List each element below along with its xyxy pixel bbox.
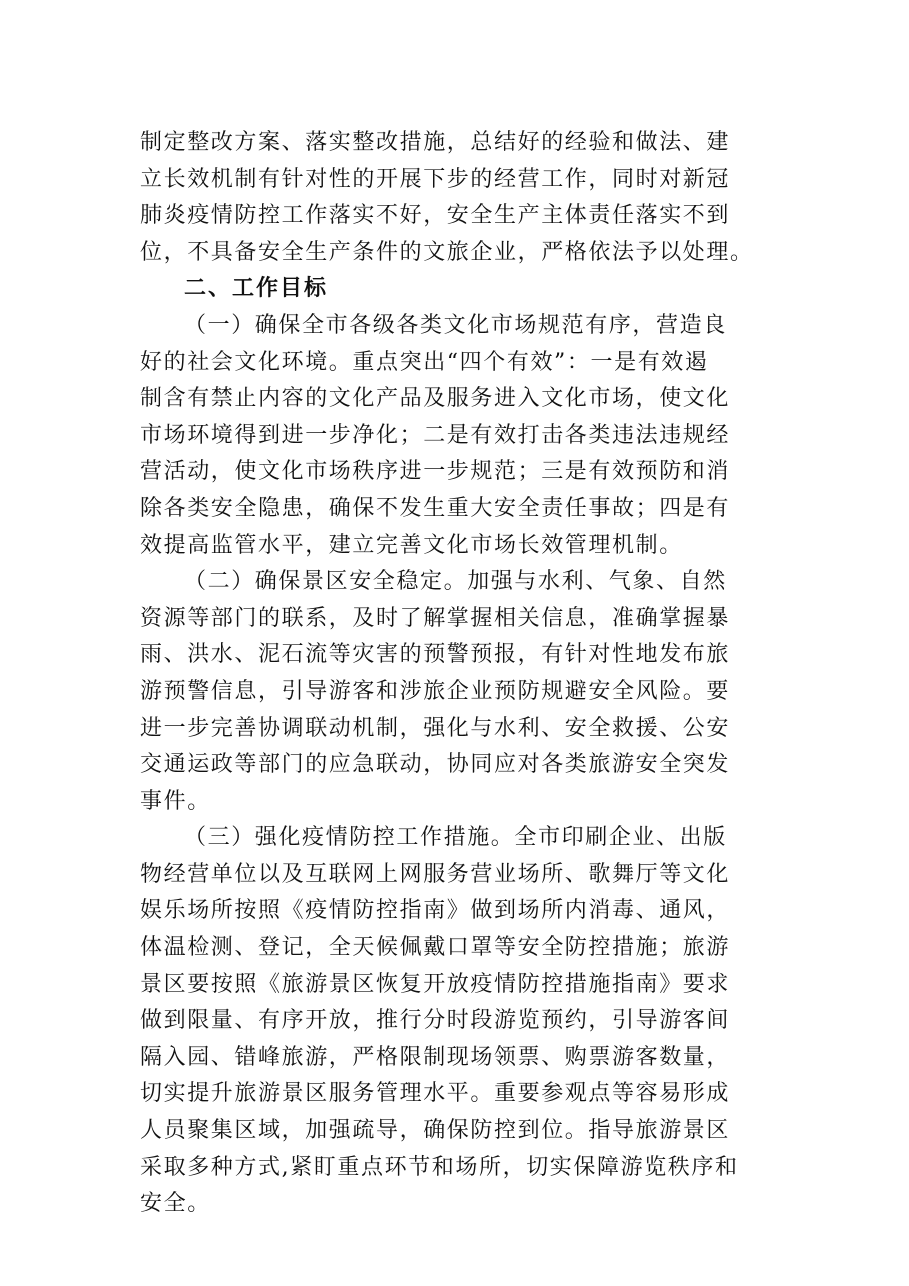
text-line: 切实提升旅游景区服务管理水平。重要参观点等容易形成 [140, 1081, 731, 1107]
text-line: 体温检测、登记，全天候佩戴口罩等安全防控措施；旅游 [140, 935, 731, 961]
text-line: 营活动，使文化市场秩序进一步规范；三是有效预防和消 [140, 459, 731, 485]
text-line: 物经营单位以及互联网上网服务营业场所、歌舞厅等文化 [140, 861, 731, 887]
text-line: 进一步完善协调联动机制，强化与水利、安全救援、公安 [140, 715, 731, 741]
text-line: 制定整改方案、落实整改措施，总结好的经验和做法、建 [140, 130, 731, 155]
text-line: 事件。 [140, 788, 211, 814]
paragraph-first-line: （一）确保全市各级各类文化市场规范有序，营造良 [184, 312, 727, 338]
text-line: 肺炎疫情防控工作落实不好，安全生产主体责任落实不到 [140, 203, 731, 229]
text-line: 制含有禁止内容的文化产品及服务进入文化市场，使文化 [140, 386, 731, 412]
text-line: 游预警信息，引导游客和涉旅企业预防规避安全风险。要 [140, 678, 731, 704]
paragraph-first-line: （二）确保景区安全稳定。加强与水利、气象、自然 [184, 569, 727, 595]
text-line: 交通运政等部门的应急联动，协同应对各类旅游安全突发 [140, 752, 731, 778]
section-heading: 二、工作目标 [184, 276, 329, 302]
text-line: 娱乐场所按照《疫情防控指南》做到场所内消毒、通风， [140, 898, 731, 924]
text-line: 效提高监管水平，建立完善文化市场长效管理机制。 [140, 532, 683, 558]
text-line: 采取多种方式,紧盯重点环节和场所，切实保障游览秩序和 [140, 1154, 739, 1180]
text-line: 隔入园、错峰旅游，严格限制现场领票、购票游客数量， [140, 1044, 731, 1070]
text-line: 除各类安全隐患，确保不发生重大安全责任事故；四是有 [140, 495, 731, 521]
text-line: 景区要按照《旅游景区恢复开放疫情防控措施指南》要求 [140, 971, 731, 997]
document-body [140, 125, 780, 1223]
text-line: 立长效机制有针对性的开展下步的经营工作，同时对新冠 [140, 166, 731, 192]
text-line: 安全。 [140, 1191, 211, 1217]
text-line: 市场环境得到进一步净化；二是有效打击各类违法违规经 [140, 422, 731, 448]
text-line: 人员聚集区域，加强疏导，确保防控到位。指导旅游景区 [140, 1118, 731, 1144]
text-line: 好的社会文化环境。重点突出“四个有效”：一是有效遏 [140, 349, 709, 375]
paragraph-first-line: （三）强化疫情防控工作措施。全市印刷企业、出版 [184, 825, 727, 851]
text-line: 雨、洪水、泥石流等灾害的预警预报，有针对性地发布旅 [140, 642, 731, 668]
text-line: 资源等部门的联系，及时了解掌握相关信息，准确掌握暴 [140, 605, 731, 631]
text-line: 做到限量、有序开放，推行分时段游览预约，引导游客间 [140, 1008, 731, 1034]
text-line: 位，不具备安全生产条件的文旅企业，严格依法予以处理。 [140, 239, 754, 265]
